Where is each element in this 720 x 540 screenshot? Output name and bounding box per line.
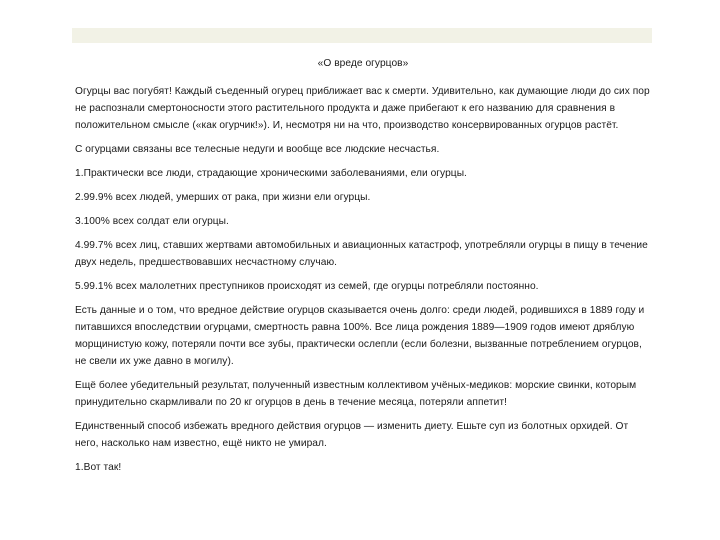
paragraph-long-term: Есть данные и о том, что вредное действие огурцов сказывается очень долго: среди людей, родившихся в 1889 году и питавшихся впоследствии огурцами, смертность равна 100%. Все лица рождения 1889—1909 годов имеют дряблую морщинистую кожу, потеряли почти все зубы, практически ослепли (если болезни, вызванные потреблением огурцов, не свели их уже давно в могилу). bbox=[75, 305, 645, 367]
paragraph-guinea-pigs: Ещё более убедительный результат, полученный известным коллективом учёных-медиков: морские свинки, которым принудительно скармливали по 20 кг огурцов в день в течение месяца, потеряли аппетит! bbox=[75, 380, 637, 408]
document-title: «О вреде огурцов» bbox=[317, 58, 409, 69]
list-item-3: 3.100% всех солдат ели огурцы. bbox=[75, 216, 229, 227]
document-body bbox=[75, 46, 651, 483]
list-item-5: 5.99.1% всех малолетних преступников происходят из семей, где огурцы потребляли постоянно. bbox=[75, 281, 539, 292]
header-band bbox=[72, 28, 652, 43]
paragraph-ailments: С огурцами связаны все телесные недуги и вообще все людские несчастья. bbox=[75, 144, 440, 155]
paragraph-closing: 1.Вот так! bbox=[75, 462, 122, 473]
paragraph-diet: Единственный способ избежать вредного действия огурцов — изменить диету. Ешьте суп из болотных орхидей. От него, насколько нам известно, ещё никто не умирал. bbox=[75, 421, 629, 449]
paragraph-intro: Огурцы вас погубят! Каждый съеденный огурец приближает вас к смерти. Удивительно, как думающие люди до сих пор не распознали смертоносности этого растительного продукта и даже прибегают к его названию для сравнения в положительном смысле («как огурчик!»). И, несмотря ни на что, производство консервированных огурцов растёт. bbox=[75, 86, 650, 131]
list-item-2: 2.99.9% всех людей, умерших от рака, при жизни ели огурцы. bbox=[75, 192, 371, 203]
list-item-4: 4.99.7% всех лиц, ставших жертвами автомобильных и авиационных катастроф, употребляли огурцы в пищу в течение двух недель, предшествовавших несчастному случаю. bbox=[75, 240, 648, 268]
list-item-1: 1.Практически все люди, страдающие хроническими заболеваниями, ели огурцы. bbox=[75, 168, 467, 179]
